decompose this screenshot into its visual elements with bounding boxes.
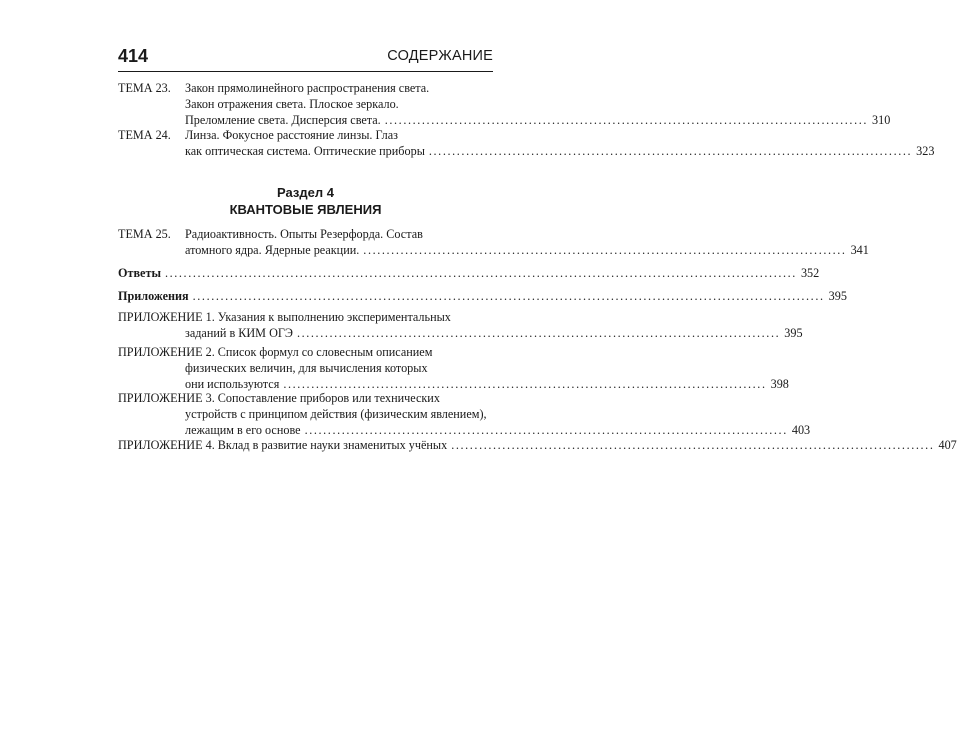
topic-label: ТЕМА 24. xyxy=(118,128,171,142)
appendix-title-line: ПРИЛОЖЕНИЕ 3. Сопоставление приборов или технических xyxy=(118,391,440,405)
topic-title-line: как оптическая система. Оптические приборы xyxy=(185,144,425,158)
appendix-title-line: лежащим в его основе xyxy=(185,423,301,437)
page-ref: 323 xyxy=(916,144,935,158)
dot-leader: ........................................................................................................ xyxy=(296,326,781,340)
leader-line xyxy=(185,143,935,159)
page-ref: 395 xyxy=(784,326,803,340)
section-subheading: КВАНТОВЫЕ ЯВЛЕНИЯ xyxy=(229,202,382,217)
running-title: СОДЕРЖАНИЕ xyxy=(387,48,493,64)
leader-line xyxy=(118,288,847,304)
page-number: 414 xyxy=(118,46,149,66)
dot-leader: ........................................................................................................ xyxy=(363,243,847,257)
appendix-title-line: заданий в КИМ ОГЭ xyxy=(185,326,293,340)
page-ref: 352 xyxy=(800,266,820,280)
dot-leader: ........................................................................................................................................ xyxy=(164,266,797,280)
leader-line xyxy=(118,265,820,281)
page-ref: 407 xyxy=(938,438,957,452)
page-ref: 395 xyxy=(828,289,847,303)
appendix-title-line: ПРИЛОЖЕНИЕ 2. Список формул со словесным описанием xyxy=(118,345,433,359)
dot-leader: ........................................................................................................ xyxy=(384,113,869,127)
dot-leader: ........................................................................................................ xyxy=(428,144,913,158)
leader-line xyxy=(185,112,891,128)
topic-title-line: Преломление света. Дисперсия света. xyxy=(185,113,381,127)
page-header xyxy=(118,42,493,72)
entry-title: Приложения xyxy=(118,289,189,303)
leader-line xyxy=(185,242,869,258)
topic-title-line: Радиоактивность. Опыты Резерфорда. Состав xyxy=(185,227,423,241)
leader-line xyxy=(185,422,811,438)
dot-leader: ........................................................................................................ xyxy=(283,377,767,391)
dot-leader: ........................................................................................................ xyxy=(304,423,788,437)
header-rule xyxy=(118,71,493,72)
topic-title-line: атомного ядра. Ядерные реакции. xyxy=(185,243,360,257)
appendix-title-line: устройств с принципом действия (физическим явлением), xyxy=(185,407,487,421)
page-ref: 310 xyxy=(872,113,891,127)
page-ref: 403 xyxy=(791,423,811,437)
topic-label: ТЕМА 25. xyxy=(118,227,171,241)
topic-label: ТЕМА 23. xyxy=(118,81,171,95)
section-heading: Раздел 4 xyxy=(277,185,334,200)
entry-title: Ответы xyxy=(118,266,161,280)
appendix-title-line: они используются xyxy=(185,377,280,391)
topic-title-line: Линза. Фокусное расстояние линзы. Глаз xyxy=(185,128,398,142)
topic-title-line: Закон отражения света. Плоское зеркало. xyxy=(185,97,399,111)
appendix-title-line: ПРИЛОЖЕНИЕ 1. Указания к выполнению экспериментальных xyxy=(118,310,451,324)
topic-title-line: Закон прямолинейного распространения света. xyxy=(185,81,430,95)
page-ref: 341 xyxy=(850,243,869,257)
page-ref: 398 xyxy=(770,377,789,391)
leader-line xyxy=(185,325,803,341)
appendix-title-line: ПРИЛОЖЕНИЕ 4. Вклад в развитие науки знаменитых учёных xyxy=(118,438,448,452)
leader-line xyxy=(118,437,957,453)
appendix-title-line: физических величин, для вычисления которых xyxy=(185,361,428,375)
dot-leader: ........................................................................................................................................ xyxy=(192,289,825,303)
dot-leader: ........................................................................................................ xyxy=(451,438,935,452)
